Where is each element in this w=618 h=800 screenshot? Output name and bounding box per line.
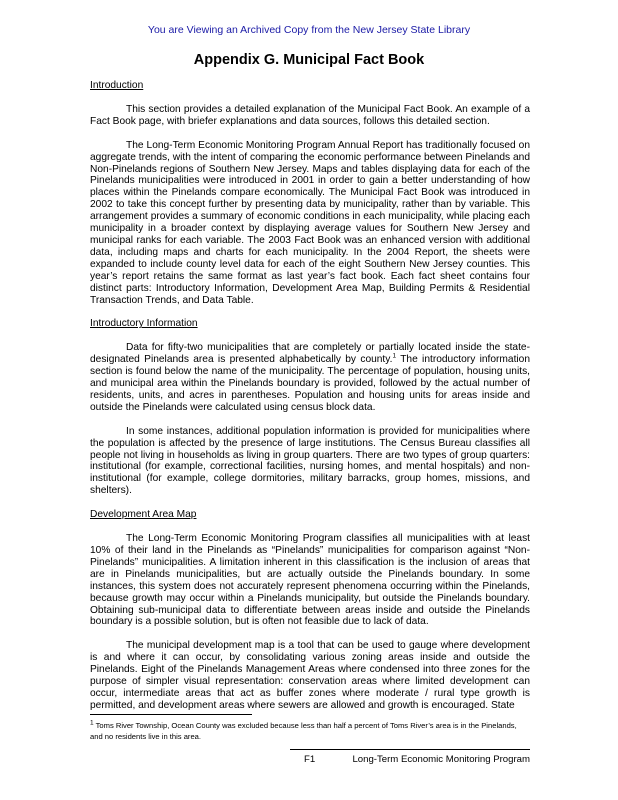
document-body [90, 80, 530, 722]
info-paragraph-1-lead: Data for fifty-two municipalities that are completely or partially located inside the state-designated Pinelands area is presented alphabetically by county. [90, 342, 530, 366]
info-paragraph-2: In some instances, additional population information is provided for municipalities where the population is affected by the presence of large institutions. The Census Bureau classifies all people not living in households as living in group quarters. There are two types of group quarters: institutional (for example, correctional facilities, nursing homes, and mental hospitals) and non-institutional (for example, college dormitories, military barracks, group homes, missions, and shelters). [90, 425, 530, 497]
section-heading-introduction: Introduction [90, 80, 144, 91]
footnote-mark: 1 [90, 719, 94, 727]
map-paragraph-2: The municipal development map is a tool that can be used to gauge where development is and where it can occur, by consolidating various zoning areas inside and outside the Pinelands. Eight of the Pinelands Management Areas where condensed into three zones for the purpose of simpler visual representation: conservation areas where limited development can occur, intermediate areas that act as buffer zones where moderate / rural type growth is permitted, and development areas where sewers are allowed and growth is encouraged. State [90, 640, 530, 711]
footnote-reference: 1 [392, 352, 397, 360]
info-paragraph-1-rest: The introductory information section is found below the name of the municipality. The percentage of population, housing units, and municipal area within the Pinelands boundary is provided, followed by the actual number of residents, units, and acres in parentheses. Population and housing units for areas inside and outside the Pinelands were calculated using census block data. [90, 354, 530, 413]
info-paragraph-1 [90, 342, 530, 413]
footnote [90, 720, 530, 742]
footnote-text: Toms River Township, Ocean County was excluded because less than half a percent of Toms River’s area is in the Pinelands, and no residents live in this area. [90, 721, 517, 741]
section-heading-introductory-information: Introductory Information [90, 318, 198, 330]
intro-paragraph-2: The Long-Term Economic Monitoring Program Annual Report has traditionally focused on aggregate trends, with the intent of comparing the economic performance between Pinelands and Non-Pinelands regions of Southern New Jersey. Maps and tables displaying data for each of the Pinelands municipalities were introduced in 2001 in order to gain a better understanding of how places within the Pinelands compare economically. The Municipal Fact Book was introduced in 2002 to take this concept further by presenting data by municipality, rather than by variable. This arrangement provides a summary of economic conditions in each municipality, while placing each municipality in a broader context by displaying average values for Southern New Jersey and municipal ranks for each variable. The 2003 Fact Book was an enhanced version with additional data, including maps and charts for each municipality. In the 2004 Report, the sheets were expanded to include county level data for each of the eight Southern New Jersey counties. This year’s report retains the same format as last year’s fact book. Each fact sheet contains four distinct parts: Introductory Information, Development Area Map, Building Permits & Residential Transaction Trends, and Data Table. [90, 139, 530, 306]
section-heading-development-area-map: Development Area Map [90, 509, 197, 521]
page-title: Appendix G. Municipal Fact Book [193, 52, 425, 68]
footnote-divider [90, 714, 252, 715]
page-number: F1 [304, 754, 316, 765]
intro-paragraph-1: This section provides a detailed explanation of the Municipal Fact Book. An example of a Fact Book page, with briefer explanations and data sources, follows this detailed section. [90, 103, 530, 127]
archive-banner: You are Viewing an Archived Copy from the New Jersey State Library [147, 24, 471, 36]
footer-program-name: Long-Term Economic Monitoring Program [352, 754, 530, 765]
footer-divider [290, 749, 530, 750]
map-paragraph-1: The Long-Term Economic Monitoring Program classifies all municipalities with at least 10% of their land in the Pinelands as “Pinelands” municipalities for comparison against “Non-Pinelands” municipalities. A limitation inherent in this classification is the inclusion of areas that are in Pinelands municipalities, but are actually outside the Pinelands boundary. In some instances, this system does not accurately represent phenomena occurring within the Pinelands, because growth may occur within a Pinelands municipality, but outside the Pinelands boundary. Obtaining sub-municipal data to differentiate between areas inside and outside the Pinelands boundary is a possible solution, but is often not feasible due to lack of data. [90, 533, 530, 628]
